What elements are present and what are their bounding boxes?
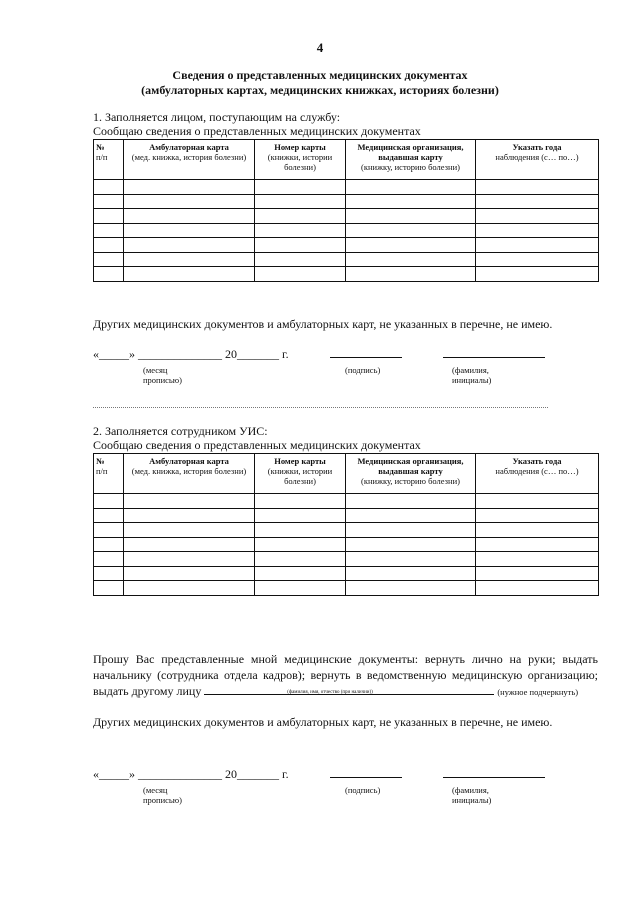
table-cell[interactable] xyxy=(94,209,124,224)
separator-line xyxy=(93,407,548,408)
table-cell[interactable] xyxy=(94,523,124,538)
header-card: Амбулаторная карта xyxy=(149,456,229,466)
documents-table-1 xyxy=(93,139,599,282)
header-number-sub: (книжки, истории болезни) xyxy=(267,152,333,172)
month-caption: (месяц прописью) xyxy=(143,785,182,805)
section1-subheading: Сообщаю сведения о представленных медицинских документах xyxy=(93,124,421,138)
signature-caption: (подпись) xyxy=(345,365,381,375)
table-row xyxy=(94,209,599,224)
table-cell[interactable] xyxy=(346,194,476,209)
table-cell[interactable] xyxy=(94,552,124,567)
table-row xyxy=(94,194,599,209)
fio-caption: (фамилия, имя, отчество (при наличии)) xyxy=(287,690,373,695)
table-cell[interactable] xyxy=(124,223,255,238)
table-cell[interactable] xyxy=(255,508,346,523)
signature-line[interactable] xyxy=(330,777,402,778)
section1-heading: 1. Заполняется лицом, поступающим на службу: xyxy=(93,110,341,124)
header-number-sub: (книжки, истории болезни) xyxy=(267,466,333,486)
table-row xyxy=(94,552,599,567)
table-cell[interactable] xyxy=(346,523,476,538)
name-caption: (фамилия, инициалы) xyxy=(452,365,492,385)
header-years-sub: наблюдения (с… по…) xyxy=(495,152,579,162)
table-cell[interactable] xyxy=(255,581,346,596)
table-cell[interactable] xyxy=(94,180,124,195)
date-field[interactable]: «_____» ______________ 20_______ г. xyxy=(93,347,289,361)
header-number: Номер карты xyxy=(274,456,326,466)
date-field[interactable]: «_____» ______________ 20_______ г. xyxy=(93,767,289,781)
table-cell[interactable] xyxy=(476,537,599,552)
table-cell[interactable] xyxy=(476,566,599,581)
month-caption: (месяц прописью) xyxy=(143,365,182,385)
title-line-2: (амбулаторных картах, медицинских книжках, историях болезни) xyxy=(141,83,499,97)
table-header-row xyxy=(94,140,599,180)
table-cell[interactable] xyxy=(255,537,346,552)
header-years: Указать года xyxy=(512,456,562,466)
request-end: (нужное подчеркнуть) xyxy=(497,687,579,697)
header-years: Указать года xyxy=(512,142,562,152)
table-cell[interactable] xyxy=(124,494,255,509)
table-cell[interactable] xyxy=(124,537,255,552)
header-number: Номер карты xyxy=(274,142,326,152)
request-text: Прошу Вас представленные мной медицинские документы: вернуть лично на руки; выдать начальнику (сотрудника отдела кадров); вернуть в ведомственную медицинскую организацию; выдать другому лицу xyxy=(93,652,598,698)
header-num-sub: п/п xyxy=(96,152,108,162)
table-cell[interactable] xyxy=(124,238,255,253)
signature-line[interactable] xyxy=(330,357,402,358)
table-cell[interactable] xyxy=(476,194,599,209)
table-cell[interactable] xyxy=(94,508,124,523)
header-card: Амбулаторная карта xyxy=(149,142,229,152)
table-cell[interactable] xyxy=(346,566,476,581)
signature-caption: (подпись) xyxy=(345,785,381,795)
table-row xyxy=(94,238,599,253)
table-cell[interactable] xyxy=(476,581,599,596)
table-cell[interactable] xyxy=(94,494,124,509)
table-header-row xyxy=(94,454,599,494)
table-cell[interactable] xyxy=(94,238,124,253)
table-cell[interactable] xyxy=(124,267,255,282)
table-cell[interactable] xyxy=(124,252,255,267)
header-org: Медицинская организация, выдавшая карту xyxy=(357,456,464,476)
table-cell[interactable] xyxy=(124,209,255,224)
table-row xyxy=(94,581,599,596)
table-cell[interactable] xyxy=(346,581,476,596)
header-num: № xyxy=(96,142,105,152)
table-cell[interactable] xyxy=(124,508,255,523)
table-row xyxy=(94,223,599,238)
table-cell[interactable] xyxy=(255,209,346,224)
table-cell[interactable] xyxy=(124,523,255,538)
section2-note: Других медицинских документов и амбулаторных карт, не указанных в перечне, не имею. xyxy=(93,715,553,729)
header-card-sub: (мед. книжка, история болезни) xyxy=(131,466,247,476)
table-cell[interactable] xyxy=(255,267,346,282)
table-cell[interactable] xyxy=(124,581,255,596)
table-cell[interactable] xyxy=(255,523,346,538)
table-cell[interactable] xyxy=(255,566,346,581)
table-cell[interactable] xyxy=(94,267,124,282)
table-cell[interactable] xyxy=(124,566,255,581)
section1-note: Других медицинских документов и амбулаторных карт, не указанных в перечне, не имею. xyxy=(93,317,553,331)
table-cell[interactable] xyxy=(476,209,599,224)
table-cell[interactable] xyxy=(346,508,476,523)
table-cell[interactable] xyxy=(255,180,346,195)
table-row xyxy=(94,537,599,552)
table-cell[interactable] xyxy=(255,494,346,509)
table-cell[interactable] xyxy=(476,223,599,238)
header-org-sub: (книжку, историю болезни) xyxy=(361,162,460,172)
table-cell[interactable] xyxy=(124,180,255,195)
header-num: № xyxy=(96,456,105,466)
header-org-sub: (книжку, историю болезни) xyxy=(361,476,460,486)
table-cell[interactable] xyxy=(94,537,124,552)
section2-subheading: Сообщаю сведения о представленных медицинских документах xyxy=(93,438,421,452)
table-cell[interactable] xyxy=(255,223,346,238)
table-cell[interactable] xyxy=(476,494,599,509)
table-cell[interactable] xyxy=(255,552,346,567)
header-num-sub: п/п xyxy=(96,466,108,476)
table-cell[interactable] xyxy=(94,581,124,596)
table-cell[interactable] xyxy=(476,252,599,267)
page-number: 4 xyxy=(316,40,324,55)
table-cell[interactable] xyxy=(476,180,599,195)
table-row xyxy=(94,494,599,509)
table-cell[interactable] xyxy=(476,267,599,282)
table-row xyxy=(94,180,599,195)
table-cell[interactable] xyxy=(346,223,476,238)
table-row xyxy=(94,523,599,538)
table-row xyxy=(94,508,599,523)
table-row xyxy=(94,252,599,267)
table-cell[interactable] xyxy=(255,252,346,267)
table-cell[interactable] xyxy=(94,252,124,267)
table-cell[interactable] xyxy=(346,537,476,552)
table-cell[interactable] xyxy=(346,238,476,253)
header-years-sub: наблюдения (с… по…) xyxy=(495,466,579,476)
table-row xyxy=(94,566,599,581)
table-cell[interactable] xyxy=(476,508,599,523)
table-cell[interactable] xyxy=(346,494,476,509)
header-card-sub: (мед. книжка, история болезни) xyxy=(131,152,247,162)
table-cell[interactable] xyxy=(346,267,476,282)
table-cell[interactable] xyxy=(94,223,124,238)
table-cell[interactable] xyxy=(346,180,476,195)
table-row xyxy=(94,267,599,282)
title-line-1: Сведения о представленных медицинских документах xyxy=(172,68,468,82)
table-cell[interactable] xyxy=(124,194,255,209)
table-cell[interactable] xyxy=(255,238,346,253)
header-org: Медицинская организация, выдавшая карту xyxy=(357,142,464,162)
table-cell[interactable] xyxy=(476,552,599,567)
table-cell[interactable] xyxy=(94,566,124,581)
name-line[interactable] xyxy=(443,357,545,358)
documents-table-2 xyxy=(93,453,599,596)
section2-heading: 2. Заполняется сотрудником УИС: xyxy=(93,424,268,438)
table-cell[interactable] xyxy=(346,552,476,567)
name-line[interactable] xyxy=(443,777,545,778)
name-caption: (фамилия, инициалы) xyxy=(452,785,492,805)
table-cell[interactable] xyxy=(476,238,599,253)
table-cell[interactable] xyxy=(94,194,124,209)
table-cell[interactable] xyxy=(346,252,476,267)
table-cell[interactable] xyxy=(124,552,255,567)
table-cell[interactable] xyxy=(476,523,599,538)
table-cell[interactable] xyxy=(255,194,346,209)
table-cell[interactable] xyxy=(346,209,476,224)
